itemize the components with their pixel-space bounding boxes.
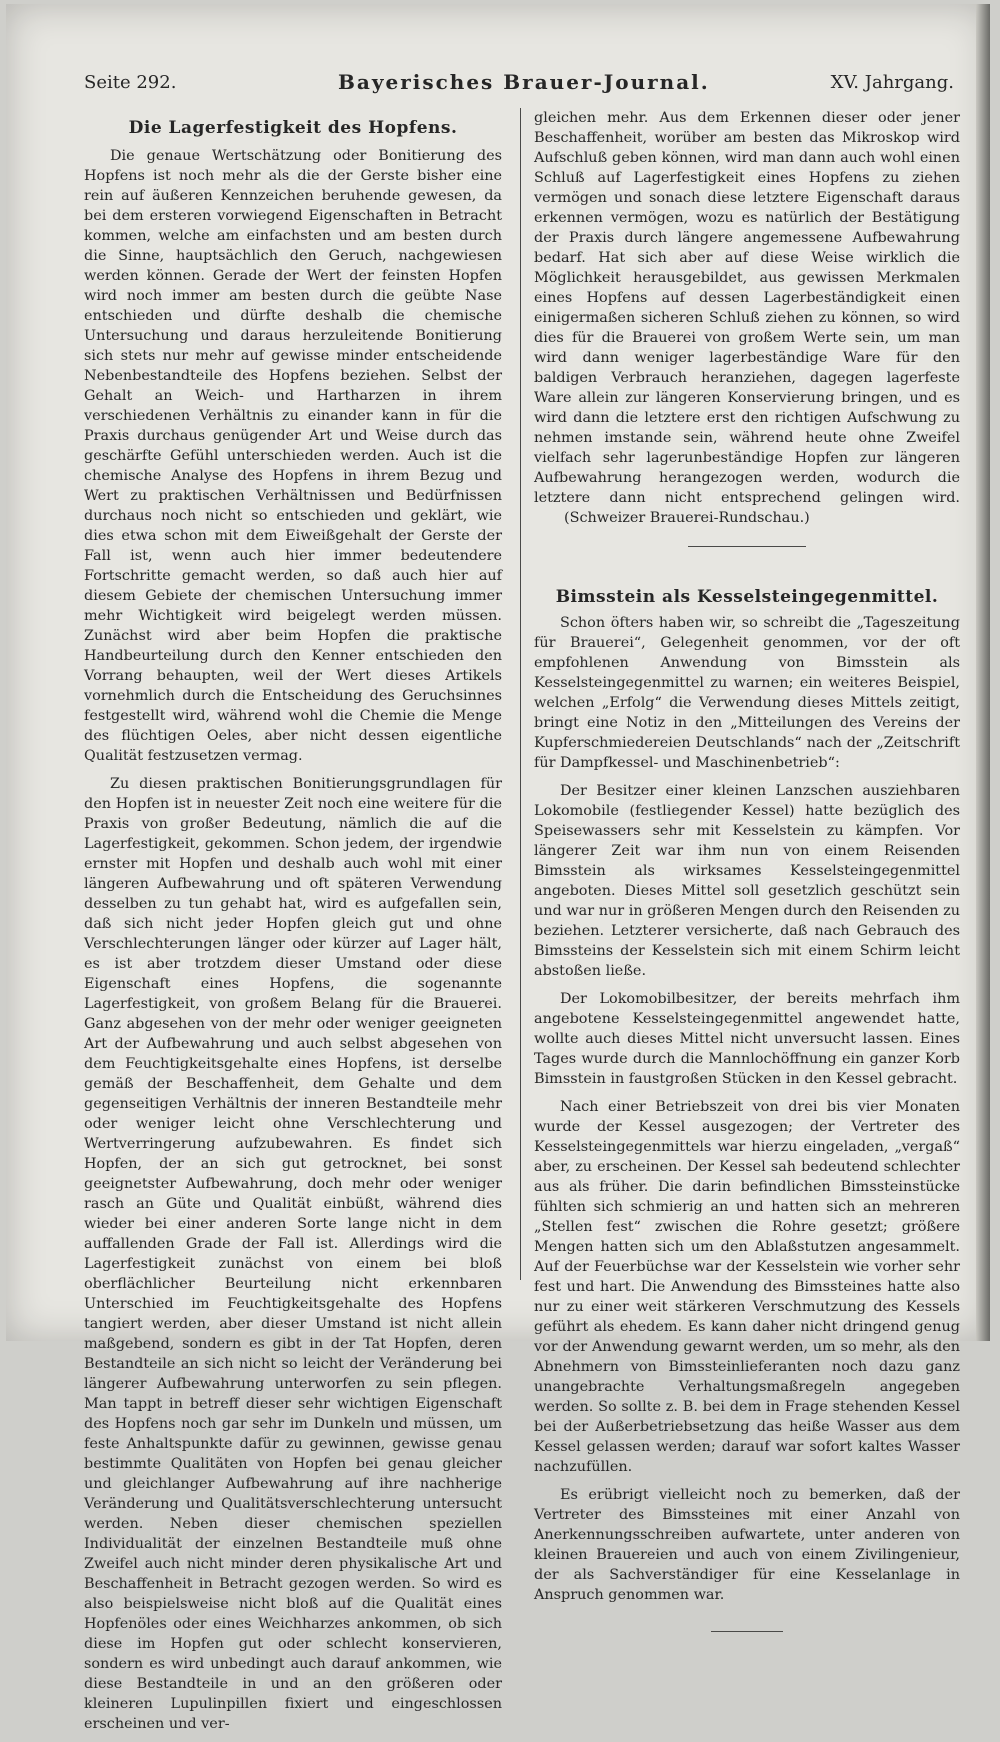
article-paragraph: Der Besitzer einer kleinen Lanzschen ausziehbaren Lokomobile (festliegender Kessel) hatte bezüglich des Speisewassers sehr mit Kesselstein zu kämpfen. Vor längerer Zeit war ihm nun von einem Reisenden Bimsstein als wirksames Kesselsteingegenmittel angeboten. Dieses Mittel soll gesetzlich geschützt sein und war nur in größeren Mengen durch den Reisenden zu beziehen. Letzterer versicherte, daß nach Gebrauch des Bimssteins der Kesselstein sich mit einem Schirm leicht abstoßen ließe. — [534, 783, 960, 979]
article-paragraph: Zu diesen praktischen Bonitierungsgrundlagen für den Hopfen ist in neuester Zeit noch eine weitere für die Praxis von großer Bedeutung, nämlich die auf die Lagerfestigkeit, gekommen. Schon jedem, der irgendwie ernster mit Hopfen und deshalb auch wohl mit einer längeren Aufbewahrung und oft späteren Verwendung desselben zu tun gehabt hat, wird es aufgefallen sein, daß sich nicht jeder Hopfen gleich gut und ohne Verschlechterungen länger oder kürzer auf Lager hält, es ist aber trotzdem dieser Umstand oder diese Eigenschaft eines Hopfens, die sogenannte Lagerfestigkeit, von großem Belang für die Brauerei. Ganz abgesehen von der mehr oder weniger geeigneten Art der Aufbewahrung und auch selbst abgesehen von dem Feuchtigkeitsgehalte eines Hopfens, ist derselbe gemäß der Beschaffenheit, dem Gehalte und dem gegenseitigen Verhältnis der inneren Bestandteile mehr oder weniger leicht ohne Verschlechterung und Wertverringerung aufzubewahren. Es findet sich Hopfen, der an sich gut getrocknet, bei sonst geeignetster Aufbewahrung, doch mehr oder weniger rasch an Güte und Qualität einbüßt, während dies wieder bei einer anderen Sorte lange nicht in dem auffallenden Grade der Fall ist. Allerdings wird die Lagerfestigkeit zunächst von einem bei bloß oberflächlicher Beurteilung nicht erkennbaren Unterschied im Feuchtigkeitsgehalte des Hopfens tangiert werden, aber dieser Umstand ist nicht allein maßgebend, sondern es gibt in der Tat Hopfen, deren Bestandteile an sich nicht so leicht der Veränderung bei längerer Aufbewahrung unterworfen zu sein pflegen. Man tappt in betreff dieser sehr wichtigen Eigenschaft des Hopfens noch gar sehr im Dunkeln und müssen, um feste Anhaltspunkte dafür zu gewinnen, gewisse genau bestimmte Qualitäten von Hopfen bei genau gleicher und gleichlanger Aufbewahrung auf ihre nachherige Veränderung und Qualitätsverschlechterung untersucht werden. Neben dieser chemischen speziellen Individualität der einzelnen Bestandteile muß ohne Zweifel auch nicht minder deren physikalische Art und Beschaffenheit in Betracht gezogen werden. So wird es also beispielsweise nicht bloß auf die Qualität eines Hopfenöles oder eines Weichharzes ankommen, ob sich diese im Hopfen gut oder schlecht konservieren, sondern es wird unbedingt auch darauf ankommen, wie diese Bestandteile in und an den größeren oder kleineren Lupulinpillen fixiert und eingeschlossen erscheinen und ver- — [84, 776, 502, 1732]
page-binding-edge — [976, 4, 990, 1341]
article-paragraph: Die genaue Wertschätzung oder Bonitierung des Hopfens ist noch mehr als die der Gerste bisher eine rein auf äußeren Kennzeichen beruhende gewesen, da bei dem ersteren vorwiegend Eigenschaften in Betracht kommen, welche am einfachsten und am besten durch die Sinne, hauptsächlich den Geruch, nachgewiesen werden können. Gerade der Wert der feinsten Hopfen wird noch immer am besten durch die geübte Nase entschieden und dürfte deshalb die chemische Untersuchung und daraus herzuleitende Bonitierung sich stets nur mehr auf gewisse minder entscheidende Nebenbestandteile des Hopfens beziehen. Selbst der Gehalt an Weich- und Hartharzen in ihrem verschiedenen Verhältnis zu einander kann in für die Praxis durchaus genügender Art und Weise durch das geschärfte Gefühl unterschieden werden. Auch ist die chemische Analyse des Hopfens in ihrem Bezug und Wert zu praktischen Verhältnissen und Bedürfnissen durchaus noch nicht so entschieden und geklärt, wie dies etwa schon mit dem Eiweißgehalt der Gerste der Fall ist, wenn auch hier immer bedeutendere Fortschritte gemacht werden, so daß auch hier auf diesem Gebiete der chemischen Untersuchung immer mehr Wichtigkeit wird beigelegt werden müssen. Zunächst wird aber beim Hopfen die praktische Handbeurteilung durch den Kenner entschieden den Vorrang behaupten, weil der Wert dieses Artikels vornehmlich durch die Entscheidung des Geruchsinnes festgestellt wird, während wohl die Chemie die Menge des flüchtigen Oeles, aber nicht dessen eigentliche Qualität festzusetzen vermag. — [84, 148, 502, 764]
source-citation: (Schweizer Brauerei-Rundschau.) — [564, 510, 810, 526]
journal-title: Bayerisches Brauer-Journal. — [338, 70, 710, 94]
continuation-text: gleichen mehr. Aus dem Erkennen dieser oder jener Beschaffenheit, worüber am besten das Mikroskop wird Aufschluß geben können, wird man dann auch wohl einen Schluß auf Lagerfestigkeit eines Hopfens zu ziehen vermögen und sonach diese letztere Eigenschaft daraus erkennen vermögen, wozu es natürlich der Bestätigung der Praxis durch längere angemessene Aufbewahrung bedarf. Hat sich aber auf diese Weise wirklich die Möglichkeit herausgebildet, aus gewissen Merkmalen eines Hopfens auf dessen Lagerbeständigkeit einen einigermaßen sicheren Schluß ziehen zu können, so wird dies für die Brauerei von großem Werte sein, um man wird dann weniger lagerbeständige Ware für den baldigen Verbrauch heranziehen, dagegen lagerfeste Ware allein zur längeren Konservierung bringen, und es wird dann die letztere erst den richtigen Aufschwung zu nehmen imstande sein, während heute ohne Zweifel vielfach sehr lagerunbeständige Hopfen zur längeren Aufbewahrung herangezogen werden, wodurch die letztere dann nicht entsprechend gelingen wird. — [534, 110, 960, 506]
column-divider — [520, 108, 521, 1280]
article-paragraph: Nach einer Betriebszeit von drei bis vier Monaten wurde der Kessel ausgezogen; der Vertreter des Kesselsteingegenmittels war hierzu eingeladen, „vergaß“ aber, zu erscheinen. Der Kessel sah bedeutend schlechter aus als früher. Die darin befindlichen Bimssteinstücke fühlten sich schmierig an und hatten sich an mehreren „Stellen fest“ zwischen die Rohre gesetzt; größere Mengen hatten sich um den Ablaßstutzen angesammelt. Auf der Feuerbüchse war der Kesselstein wie vorher sehr fest und hart. Die Anwendung des Bimssteines hatte also nur zu einer weit stärkeren Verschmutzung des Kessels geführt als ehedem. Es kann daher nicht dringend genug vor der Anwendung gewarnt werden, um so mehr, als den Abnehmern von Bimssteinlieferanten noch dazu ganz unangebrachte Verhaltungsmaßregeln angegeben werden. So sollte z. B. bei dem in Frage stehenden Kessel bei der Außerbetriebsetzung das heiße Wasser aus dem Kessel gelassen werden; darauf war sofort kaltes Wasser nachzufüllen. — [534, 1099, 960, 1475]
article-paragraph: Es erübrigt vielleicht noch zu bemerken, daß der Vertreter des Bimssteines mit einer Anzahl von Anerkennungsschreiben aufwartete, unter anderen von kleinen Brauereien und auch von einem Zivilingenieur, der als Sachverständiger für eine Kesselanlage in Anspruch genommen war. — [534, 1487, 960, 1603]
left-column — [84, 108, 502, 1742]
article-title-lagerfestigkeit: Die Lagerfestigkeit des Hopfens. — [128, 118, 458, 138]
newspaper-page — [6, 4, 990, 1732]
section-separator — [688, 546, 806, 547]
running-head — [84, 66, 954, 96]
article-continuation — [534, 108, 960, 528]
article-paragraph: Schon öfters haben wir, so schreibt die „Tageszeitung für Brauerei“, Gelegenheit genommen, vor der oft empfohlenen Anwendung von Bimsstein als Kesselsteingegenmittel zu warnen; ein weiteres Beispiel, welchen „Erfolg“ die Verwendung dieses Mittels zeitigt, bringt eine Notiz in den „Mitteilungen des Vereins der Kupferschmiedereien Deutschlands“ nach der „Zeitschrift für Dampfkessel- und Maschinenbetrieb“: — [534, 615, 960, 771]
page-number: Seite 292. — [84, 72, 177, 93]
volume-label: XV. Jahrgang. — [830, 72, 954, 93]
end-separator — [711, 1631, 783, 1632]
article-paragraph: Der Lokomobilbesitzer, der bereits mehrfach ihm angebotene Kesselsteingegenmittel angewendet hatte, wollte auch dieses Mittel nicht unversucht lassen. Eines Tages wurde durch die Mannlochöffnung ein ganzer Korb Bimsstein in faustgroßen Stücken in den Kessel gebracht. — [534, 991, 960, 1087]
right-column — [534, 108, 960, 1632]
article-title-bimsstein: Bimsstein als Kesselsteingegenmittel. — [555, 587, 939, 607]
